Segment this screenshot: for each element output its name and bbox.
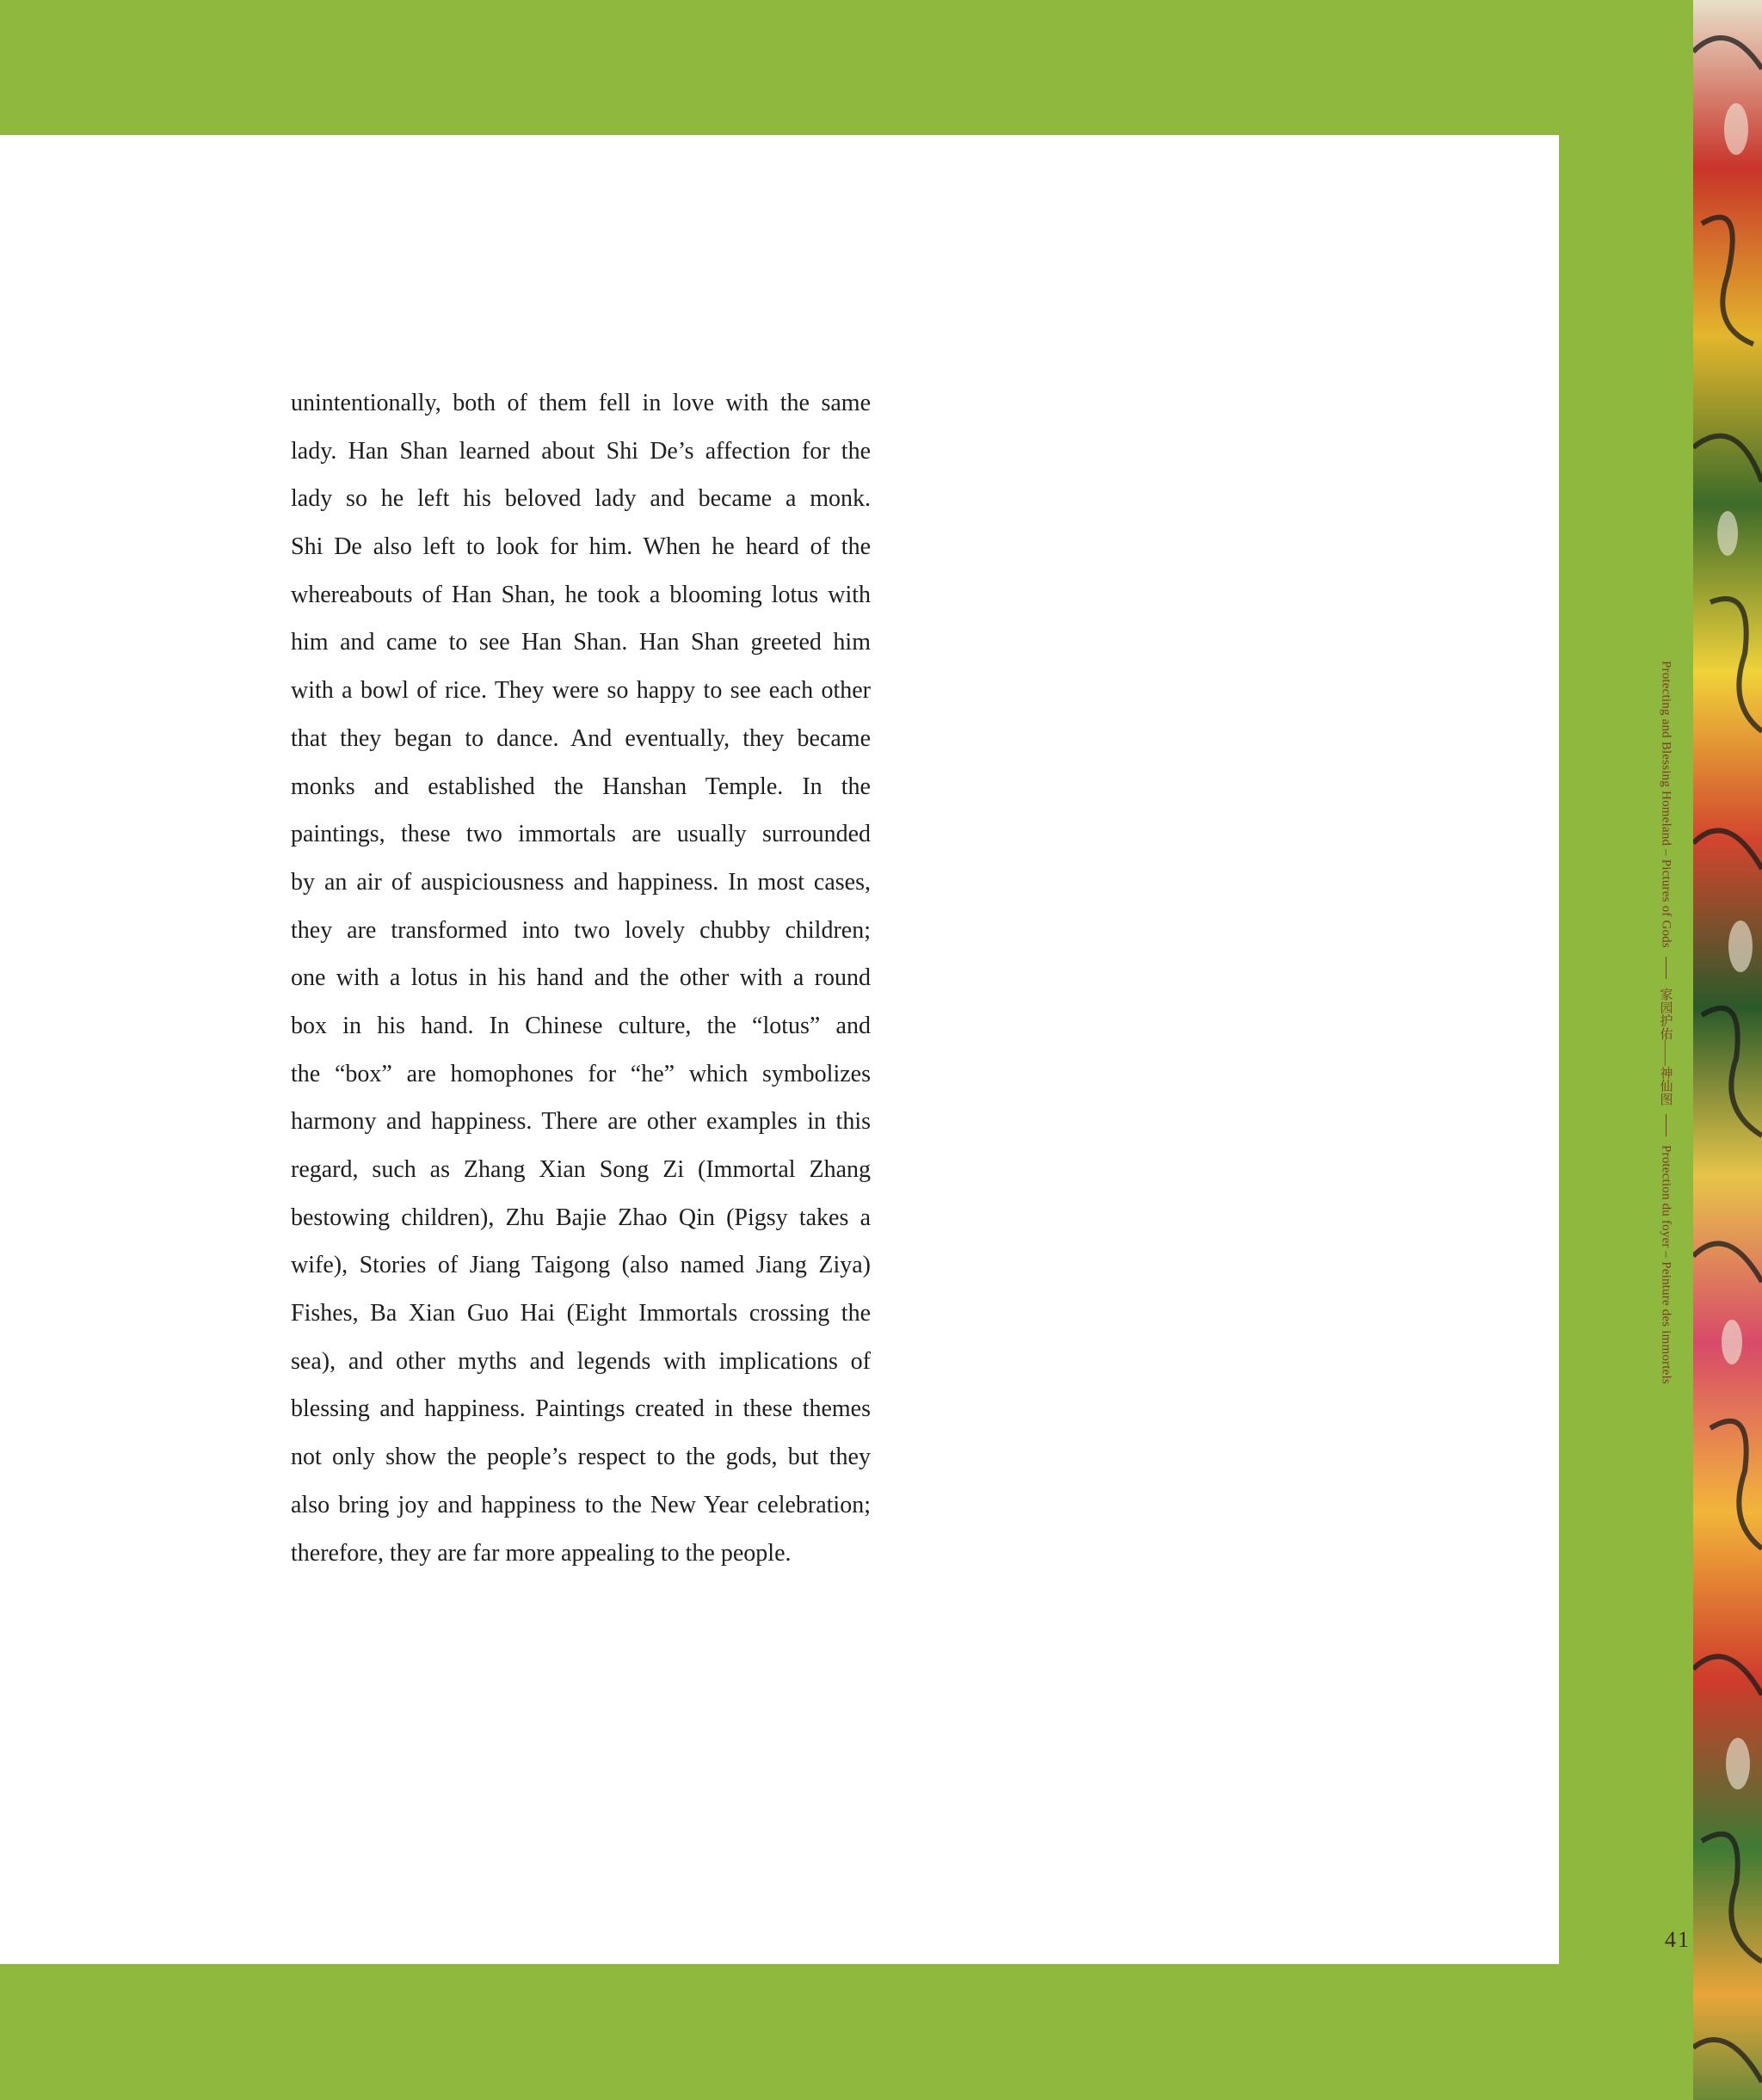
text-line: sea), and other myths and legends with implications of [291,1347,871,1375]
text-line: the “box” are homophones for “he” which symbolizes [291,1060,871,1087]
running-head-separator [1666,957,1667,979]
text-line: bestowing children), Zhu Bajie Zhao Qin (Pigsy takes a [291,1204,871,1231]
page-number: 41 [1665,1927,1691,1952]
body-paragraph [291,379,871,1577]
text-line: box in his hand. In Chinese culture, the “lotus” and [291,1012,871,1039]
text-line: that they began to dance. And eventually, they became [291,724,871,752]
running-head [1655,661,1676,1444]
text-line: whereabouts of Han Shan, he took a blooming lotus with [291,581,871,608]
text-line: they are transformed into two lovely chubby children; [291,916,871,944]
painting-strip-graphic [1693,0,1762,2100]
running-head-french: Protection du foyer – Peinture des immortels [1659,1144,1673,1384]
text-line: therefore, they are far more appealing to the people. [291,1539,792,1567]
text-line: unintentionally, both of them fell in love with the same [291,390,871,416]
text-line: Fishes, Ba Xian Guo Hai (Eight Immortals crossing the [291,1300,871,1327]
running-head-english: Protecting and Blessing Homeland – Pictures of Gods [1659,661,1673,948]
text-line: blessing and happiness. Paintings created in these themes [291,1395,871,1423]
bottom-green-band [0,1964,1703,2100]
text-line: regard, such as Zhang Xian Song Zi (Immortal Zhang [291,1156,871,1183]
text-line: harmony and happiness. There are other examples in this [291,1108,871,1136]
text-line: by an air of auspiciousness and happiness. In most cases, [291,868,871,896]
text-line: monks and established the Hanshan Temple. In the [291,773,871,800]
text-line: paintings, these two immortals are usually surrounded [291,821,871,848]
text-line: lady so he left his beloved lady and became a monk. [291,485,871,513]
text-line: him and came to see Han Shan. Han Shan greeted him [291,629,871,656]
text-line: wife), Stories of Jiang Taigong (also named Jiang Ziya) [291,1252,871,1279]
text-line: not only show the people’s respect to the gods, but they [291,1444,871,1471]
text-line: also bring joy and happiness to the New Year celebration; [291,1491,871,1518]
decorative-painting-strip [1693,0,1762,2100]
text-line: lady. Han Shan learned about Shi De’s affection for the [291,437,871,465]
text-line: with a bowl of rice. They were so happy to see each other [291,677,871,705]
text-line: Shi De also left to look for him. When he heard of the [291,533,871,561]
text-line: one with a lotus in his hand and the other with a round [291,964,871,992]
running-head-chinese: 家园护佑——神仙图 [1658,987,1673,1105]
running-head-separator [1666,1114,1667,1136]
top-green-band [0,0,1703,135]
